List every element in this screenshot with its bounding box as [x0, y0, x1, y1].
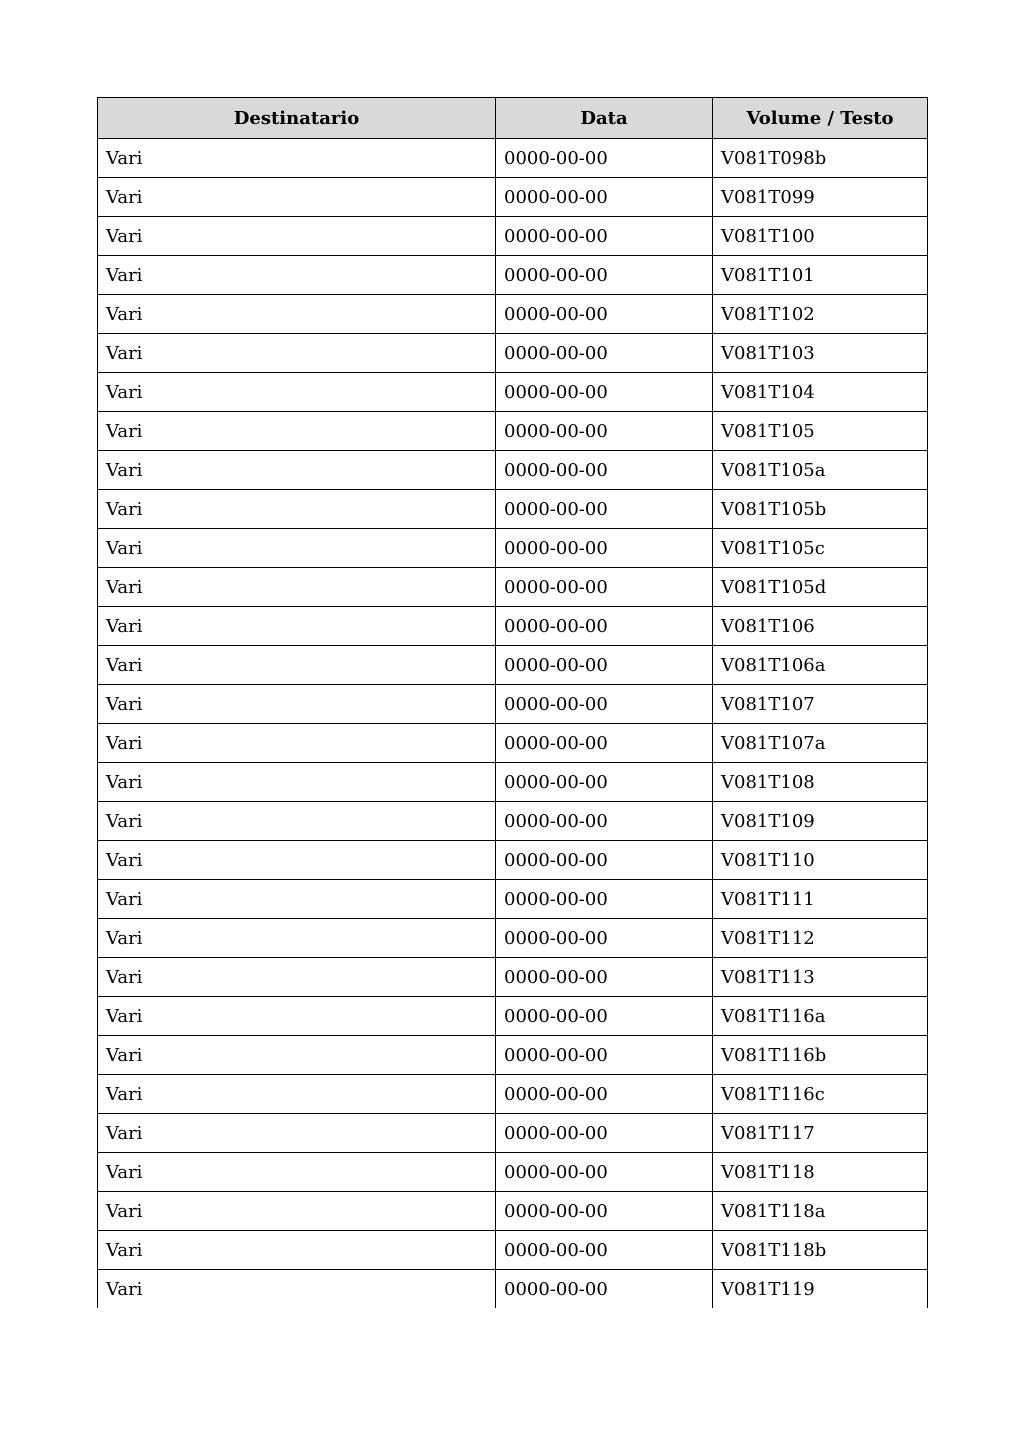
cell-volume-testo: V081T116a: [713, 997, 928, 1036]
cell-data: 0000-00-00: [496, 1153, 713, 1192]
cell-destinatario: Vari: [98, 490, 496, 529]
table-row: [98, 880, 928, 919]
table-row: [98, 763, 928, 802]
table-row: [98, 373, 928, 412]
table-row: [98, 841, 928, 880]
cell-data: 0000-00-00: [496, 256, 713, 295]
cell-destinatario: Vari: [98, 451, 496, 490]
table-row: [98, 724, 928, 763]
cell-data: 0000-00-00: [496, 451, 713, 490]
cell-data: 0000-00-00: [496, 1192, 713, 1231]
cell-volume-testo: V081T108: [713, 763, 928, 802]
cell-volume-testo: V081T103: [713, 334, 928, 373]
cell-destinatario: Vari: [98, 1114, 496, 1153]
cell-data: 0000-00-00: [496, 178, 713, 217]
cell-volume-testo: V081T117: [713, 1114, 928, 1153]
cell-destinatario: Vari: [98, 256, 496, 295]
header-row: [98, 98, 928, 139]
cell-data: 0000-00-00: [496, 724, 713, 763]
cell-destinatario: Vari: [98, 646, 496, 685]
cell-data: 0000-00-00: [496, 1114, 713, 1153]
cell-data: 0000-00-00: [496, 919, 713, 958]
column-header-data: Data: [496, 98, 713, 139]
table-row: [98, 490, 928, 529]
cell-data: 0000-00-00: [496, 1270, 713, 1309]
cell-volume-testo: V081T109: [713, 802, 928, 841]
table-row: [98, 217, 928, 256]
cell-destinatario: Vari: [98, 685, 496, 724]
cell-data: 0000-00-00: [496, 412, 713, 451]
table-row: [98, 607, 928, 646]
cell-data: 0000-00-00: [496, 1036, 713, 1075]
table-row: [98, 568, 928, 607]
cell-volume-testo: V081T100: [713, 217, 928, 256]
cell-destinatario: Vari: [98, 802, 496, 841]
table-row: [98, 802, 928, 841]
table-row: [98, 1231, 928, 1270]
table-row: [98, 685, 928, 724]
cell-destinatario: Vari: [98, 841, 496, 880]
table-row: [98, 451, 928, 490]
cell-destinatario: Vari: [98, 1036, 496, 1075]
cell-volume-testo: V081T110: [713, 841, 928, 880]
cell-destinatario: Vari: [98, 139, 496, 178]
cell-data: 0000-00-00: [496, 958, 713, 997]
column-header-destinatario: Destinatario: [98, 98, 496, 139]
table-row: [98, 295, 928, 334]
table-row: [98, 1114, 928, 1153]
cell-volume-testo: V081T101: [713, 256, 928, 295]
cell-volume-testo: V081T116b: [713, 1036, 928, 1075]
table-row: [98, 958, 928, 997]
table-row: [98, 412, 928, 451]
cell-destinatario: Vari: [98, 607, 496, 646]
cell-data: 0000-00-00: [496, 529, 713, 568]
cell-data: 0000-00-00: [496, 217, 713, 256]
cell-volume-testo: V081T118: [713, 1153, 928, 1192]
table-header: [98, 98, 928, 139]
table-row: [98, 1036, 928, 1075]
cell-volume-testo: V081T106: [713, 607, 928, 646]
cell-destinatario: Vari: [98, 568, 496, 607]
cell-volume-testo: V081T118a: [713, 1192, 928, 1231]
cell-destinatario: Vari: [98, 178, 496, 217]
cell-destinatario: Vari: [98, 1075, 496, 1114]
table-row: [98, 256, 928, 295]
cell-destinatario: Vari: [98, 997, 496, 1036]
cell-destinatario: Vari: [98, 763, 496, 802]
cell-destinatario: Vari: [98, 529, 496, 568]
cell-data: 0000-00-00: [496, 490, 713, 529]
cell-destinatario: Vari: [98, 334, 496, 373]
cell-data: 0000-00-00: [496, 1231, 713, 1270]
cell-data: 0000-00-00: [496, 841, 713, 880]
cell-data: 0000-00-00: [496, 373, 713, 412]
cell-volume-testo: V081T104: [713, 373, 928, 412]
cell-volume-testo: V081T105a: [713, 451, 928, 490]
cell-destinatario: Vari: [98, 1153, 496, 1192]
cell-data: 0000-00-00: [496, 763, 713, 802]
table-row: [98, 1075, 928, 1114]
cell-volume-testo: V081T118b: [713, 1231, 928, 1270]
cell-data: 0000-00-00: [496, 880, 713, 919]
table-row: [98, 1270, 928, 1309]
cell-volume-testo: V081T112: [713, 919, 928, 958]
cell-volume-testo: V081T105c: [713, 529, 928, 568]
cell-volume-testo: V081T102: [713, 295, 928, 334]
cell-destinatario: Vari: [98, 373, 496, 412]
letters-table: [97, 97, 928, 1308]
table-row: [98, 1153, 928, 1192]
cell-destinatario: Vari: [98, 1231, 496, 1270]
table-row: [98, 334, 928, 373]
table-row: [98, 997, 928, 1036]
cell-volume-testo: V081T105b: [713, 490, 928, 529]
cell-volume-testo: V081T119: [713, 1270, 928, 1309]
table-row: [98, 178, 928, 217]
table-row: [98, 1192, 928, 1231]
cell-data: 0000-00-00: [496, 139, 713, 178]
cell-data: 0000-00-00: [496, 334, 713, 373]
table-body: [98, 139, 928, 1309]
cell-destinatario: Vari: [98, 412, 496, 451]
table-row: [98, 919, 928, 958]
cell-volume-testo: V081T111: [713, 880, 928, 919]
cell-volume-testo: V081T113: [713, 958, 928, 997]
cell-destinatario: Vari: [98, 958, 496, 997]
cell-data: 0000-00-00: [496, 1075, 713, 1114]
cell-data: 0000-00-00: [496, 646, 713, 685]
cell-volume-testo: V081T107: [713, 685, 928, 724]
table-row: [98, 529, 928, 568]
cell-data: 0000-00-00: [496, 685, 713, 724]
cell-volume-testo: V081T105: [713, 412, 928, 451]
cell-destinatario: Vari: [98, 1270, 496, 1309]
cell-data: 0000-00-00: [496, 997, 713, 1036]
cell-destinatario: Vari: [98, 724, 496, 763]
cell-data: 0000-00-00: [496, 802, 713, 841]
column-header-volume-testo: Volume / Testo: [713, 98, 928, 139]
table-row: [98, 646, 928, 685]
table-row: [98, 139, 928, 178]
cell-volume-testo: V081T116c: [713, 1075, 928, 1114]
cell-volume-testo: V081T099: [713, 178, 928, 217]
cell-volume-testo: V081T107a: [713, 724, 928, 763]
cell-volume-testo: V081T105d: [713, 568, 928, 607]
cell-volume-testo: V081T106a: [713, 646, 928, 685]
cell-destinatario: Vari: [98, 295, 496, 334]
cell-destinatario: Vari: [98, 1192, 496, 1231]
cell-data: 0000-00-00: [496, 295, 713, 334]
cell-data: 0000-00-00: [496, 607, 713, 646]
cell-data: 0000-00-00: [496, 568, 713, 607]
cell-destinatario: Vari: [98, 880, 496, 919]
cell-volume-testo: V081T098b: [713, 139, 928, 178]
cell-destinatario: Vari: [98, 217, 496, 256]
cell-destinatario: Vari: [98, 919, 496, 958]
